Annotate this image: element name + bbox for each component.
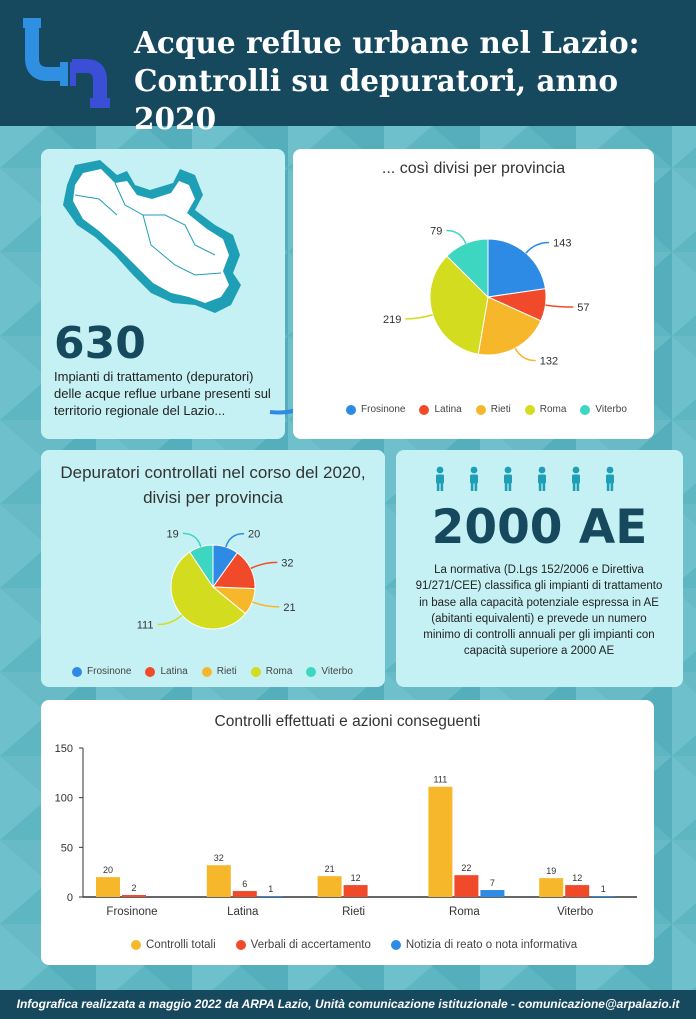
pie-controlled-legend-latina [145,666,187,677]
pie-plants-legend-rieti [476,404,511,415]
pie-controlled-label-latina: 32 [281,557,294,570]
bar-controlli-totali-rieti [318,876,342,897]
header [0,0,696,136]
bar-category-latina: Latina [227,906,259,918]
plants-total: 630 [54,318,146,369]
pie-controlled-leader-viterbo [183,533,201,546]
pie-plants-label-frosinone: 143 [553,237,572,250]
pie-controlled-legend-viterbo [306,666,353,677]
bar-y-tick-label: 100 [54,792,73,805]
legend-label: Roma [265,666,293,677]
person-icon [470,467,478,491]
pie-plants-leader-roma [405,315,432,319]
title-line-2: Controlli su depuratori, anno 2020 [134,63,619,136]
legend-dot-icon [580,405,590,415]
pie-controlled-legend [72,666,353,677]
bar-value-controlli-totali-roma: 111 [433,774,448,785]
legend-label: Controlli totali [146,939,216,951]
legend-label: Rieti [216,666,237,677]
legend-label: Latina [434,404,462,415]
pie-plants-label-rieti: 132 [539,355,559,368]
pie-plants-leader-latina [545,305,573,307]
bar-category-roma: Roma [449,906,480,918]
legend-dot-icon [391,940,401,950]
legend-label: Viterbo [595,404,627,415]
bar-controlli-totali-roma [428,787,452,897]
plants-description: Impianti di trattamento (depuratori) delle acque reflue urbane presenti sul territorio regionale del Lazio... [54,369,271,418]
bar-controlli-totali-frosinone [96,877,120,897]
footer-credits: Infografica realizzata a maggio 2022 da ARPA Lazio, Unità comunicazione istituzionale - comunicazione@arpalazio.it [0,990,696,1019]
bar-chart-legend-verbali-di-accertamento [236,939,371,951]
bar-verbali-di-accertamento-roma [454,875,478,897]
bar-verbali-di-accertamento-viterbo [565,885,589,897]
page-title [134,24,694,138]
pie-plants-chart [293,185,654,395]
bar-chart-legend-controlli-totali [131,939,216,951]
pipe-logo-icon [20,18,115,108]
bar-chart [41,735,654,925]
legend-label: Latina [160,666,188,677]
pie-controlled-legend-rieti [202,666,237,677]
bar-value-verbali-di-accertamento-latina: 6 [242,879,248,890]
legend-label: Verbali di accertamento [250,939,371,951]
bar-controlli-totali-latina [207,865,231,897]
legend-dot-icon [236,940,246,950]
pie-controlled-leader-rieti [252,602,279,607]
legend-dot-icon [202,667,212,677]
pie-plants-leader-frosinone [526,243,549,254]
bar-category-viterbo: Viterbo [557,906,594,918]
bar-value-controlli-totali-viterbo: 19 [546,866,557,877]
bar-y-tick-label: 50 [60,842,73,855]
bar-value-notizia-di-reato-o-nota-informativa-viterbo: 1 [600,884,606,895]
legend-dot-icon [72,667,82,677]
legend-dot-icon [525,405,535,415]
bar-verbali-di-accertamento-rieti [344,885,368,897]
legend-dot-icon [251,667,261,677]
bar-value-verbali-di-accertamento-viterbo: 12 [572,873,583,884]
pie-controlled-leader-roma [157,615,181,624]
bar-notizia-di-reato-o-nota-informativa-latina [259,896,283,897]
pie-controlled-legend-roma [251,666,293,677]
bar-value-verbali-di-accertamento-frosinone: 2 [131,883,137,894]
legend-dot-icon [419,405,429,415]
legend-label: Notizia di reato o nota informativa [405,939,578,951]
pie-controlled-leader-latina [251,562,278,568]
bar-value-controlli-totali-frosinone: 20 [102,865,114,876]
legend-label: Roma [539,404,567,415]
pie-controlled-title: Depuratori controllati nel corso del 2020, divisi per provincia [60,463,366,507]
bar-category-rieti: Rieti [342,906,366,918]
pie-plants-leader-viterbo [446,231,465,244]
legend-dot-icon [145,667,155,677]
pie-plants-label-latina: 57 [577,302,590,315]
pie-controlled-label-viterbo: 19 [166,528,179,541]
person-icon [572,467,580,491]
bar-value-verbali-di-accertamento-rieti: 12 [350,873,361,884]
pie-plants-title: ... così divisi per provincia [381,160,566,177]
pie-controlled-label-frosinone: 20 [248,528,261,541]
lazio-map-icon [55,155,245,320]
person-icon [504,467,512,491]
bar-category-frosinone: Frosinone [106,906,158,918]
person-icon [538,467,546,491]
legend-dot-icon [476,405,486,415]
bar-notizia-di-reato-o-nota-informativa-roma [480,890,504,897]
bar-verbali-di-accertamento-frosinone [122,895,146,897]
legend-dot-icon [131,940,141,950]
bar-verbali-di-accertamento-latina [233,891,257,897]
bar-controlli-totali-viterbo [539,878,563,897]
bar-y-tick-label: 150 [54,743,73,755]
pie-plants-legend-roma [525,404,567,415]
legend-label: Frosinone [87,666,132,677]
bar-notizia-di-reato-o-nota-informativa-viterbo [591,896,615,897]
bar-value-notizia-di-reato-o-nota-informativa-latina: 1 [268,884,274,895]
pie-controlled-label-rieti: 21 [283,601,296,614]
pie-plants-leader-rieti [515,348,536,360]
pie-plants-legend [346,404,627,415]
pie-plants-legend-viterbo [580,404,627,415]
bar-chart-legend-notizia-di-reato-o-nota-informativa [391,939,577,951]
person-icon [606,467,614,491]
bar-value-notizia-di-reato-o-nota-informativa-roma: 7 [489,878,495,889]
legend-label: Frosinone [361,404,406,415]
pie-controlled-legend-frosinone [72,666,131,677]
person-icons-row [396,466,683,494]
pie-plants-legend-latina [419,404,461,415]
bar-chart-legend [131,939,577,951]
legend-dot-icon [346,405,356,415]
legend-label: Rieti [490,404,511,415]
bar-chart-title: Controlli effettuati e azioni conseguenti [214,713,481,730]
bar-y-tick-label: 0 [66,892,73,904]
pie-controlled-label-roma: 111 [136,619,154,632]
legend-label: Viterbo [321,666,353,677]
bar-value-controlli-totali-latina: 32 [213,853,224,864]
pie-controlled-leader-frosinone [226,534,244,547]
ae-headline: 2000 AE [431,500,648,555]
pie-plants-label-viterbo: 79 [430,225,443,238]
pie-plants-slice-frosinone [488,239,545,297]
title-line-1: Acque reflue urbane nel Lazio: [134,25,640,60]
bar-value-controlli-totali-rieti: 21 [324,864,335,875]
person-icon [436,467,444,491]
ae-description: La normativa (D.Lgs 152/2006 e Direttiva 91/271/CEE) classifica gli impianti di trattamento in base alla capacità potenziale espressa in AE (abitanti equivalenti) e prevede un numero minimo di controlli annuali per gli impianti con capacità superiore a 2000 AE [415,564,663,658]
pie-plants-legend-frosinone [346,404,405,415]
bar-value-verbali-di-accertamento-roma: 22 [461,863,472,874]
pie-plants-label-roma: 219 [383,313,402,326]
pie-controlled-chart [41,510,385,650]
legend-dot-icon [306,667,316,677]
